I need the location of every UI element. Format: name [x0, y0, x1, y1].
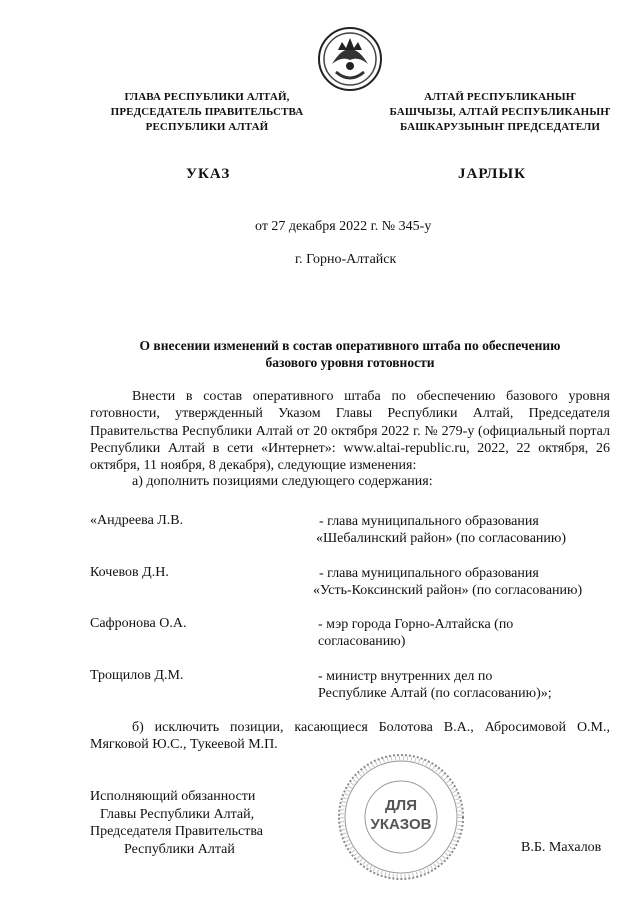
member-desc — [318, 616, 513, 650]
member-desc — [316, 513, 566, 547]
member-desc-line: «Шебалинский район» (по согласованию) — [316, 531, 567, 546]
member-desc-line: согласованию) — [318, 634, 406, 649]
signature-position — [90, 788, 263, 858]
doc-type-altai: JАРЛЫК — [458, 166, 527, 182]
header-right-line: БАШКАРУЗЫНЫҤ ПРЕДСЕДАТЕЛИ — [399, 121, 601, 133]
header-left — [92, 90, 322, 135]
coat-of-arms-icon — [318, 24, 382, 94]
header-right-line: АЛТАЙ РЕСПУБЛИКАНЫҤ — [424, 91, 576, 103]
date-line: от 27 декабря 2022 г. № 345-у — [255, 219, 432, 234]
signature-position-line: Председателя Правительства — [90, 824, 264, 839]
member-desc — [318, 668, 552, 702]
member-name: Кочевов Д.Н. — [90, 565, 169, 580]
member-desc-line: - глава муниципального образования — [319, 566, 539, 581]
paragraph-text: Внести в состав оперативного штаба по обеспечению базового уровня готовности, утвержденный Указом Главы Республики Алтай, Председателя Правительства Республики Алтай от 20 октября 2022 г. № 279-у (официальный портал Республики Алтай в сети «Интернет»: www.altai-republic.ru, 2022, 22 октября, 26 октября, 11 ноября, 8 декабря), следующие изменения: — [90, 389, 610, 474]
member-name: Сафронова О.А. — [90, 616, 187, 631]
member-desc — [313, 565, 582, 599]
item-b: б) исключить позиции, касающиеся Болотова В.А., Абросимовой О.М., Мягковой Ю.С., Тукеевой М.П. — [90, 720, 610, 753]
paragraph-main — [90, 388, 610, 474]
member-name: «Андреева Л.В. — [90, 513, 184, 528]
signature-position-line: Главы Республики Алтай, — [100, 806, 255, 822]
member-name: Трощилов Д.М. — [90, 668, 184, 683]
item-b-paragraph — [90, 719, 610, 754]
member-desc-line: - глава муниципального образования — [319, 514, 539, 529]
header-left-line: ГЛАВА РЕСПУБЛИКИ АЛТАЙ, — [124, 91, 290, 103]
header-right-line: БАШЧЫЗЫ, АЛТАЙ РЕСПУБЛИКАНЫҤ — [389, 106, 611, 118]
doc-type-russian: УКАЗ — [186, 166, 231, 182]
document-title — [90, 337, 610, 371]
official-stamp — [336, 752, 466, 882]
member-desc-line: - министр внутренних дел по — [318, 669, 493, 684]
city: г. Горно-Алтайск — [295, 252, 397, 267]
title-line: О внесении изменений в состав оперативного штаба по обеспечению — [139, 338, 561, 353]
member-desc-line: - мэр города Горно-Алтайска (по — [318, 617, 514, 632]
signature-position-line: Исполняющий обязанности — [90, 789, 256, 804]
stamp-text: ДЛЯ — [385, 797, 417, 814]
header-right — [380, 90, 620, 135]
signature-position-line: Республики Алтай — [124, 841, 235, 857]
title-line: базового уровня готовности — [265, 355, 435, 370]
item-a: а) дополнить позициями следующего содержания: — [132, 474, 433, 489]
member-desc-line: Республике Алтай (по согласованию)»; — [318, 686, 552, 701]
signer-name: В.Б. Махалов — [521, 840, 602, 855]
header-left-line: РЕСПУБЛИКИ АЛТАЙ — [145, 121, 269, 133]
member-desc-line: «Усть-Коксинский район» (по согласованию) — [313, 583, 583, 598]
header-left-line: ПРЕДСЕДАТЕЛЬ ПРАВИТЕЛЬСТВА — [110, 106, 304, 118]
stamp-text: УКАЗОВ — [370, 816, 432, 833]
